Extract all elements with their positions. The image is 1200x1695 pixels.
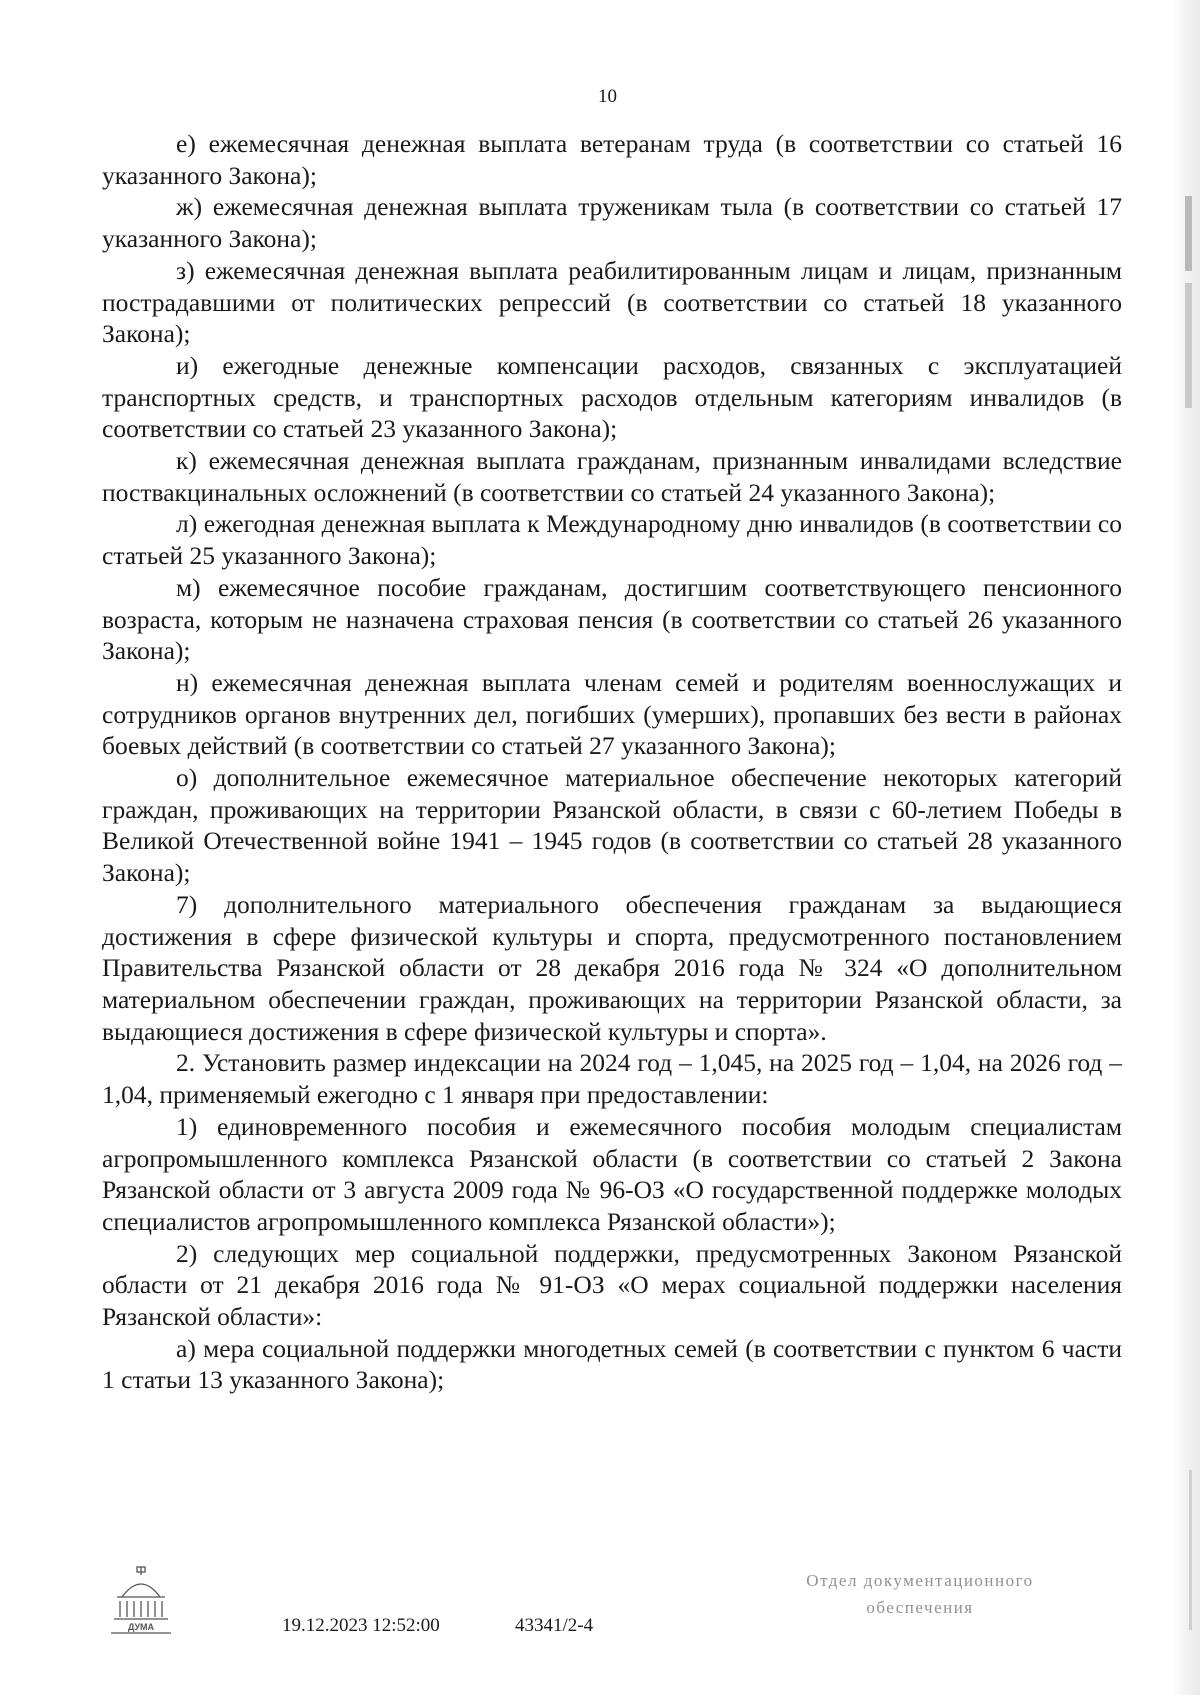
scan-edge [1172,0,1200,1695]
document-body [102,128,1122,1396]
paragraph-item-n: н) ежемесячная денежная выплата членам семей и родителям военнослужащих и сотрудников органов внутренних дел, погибших (умерших), пропавших без вести в районах боевых действий (в соответствии со статьей 27 указанного Закона); [102,667,1122,761]
paragraph-item-k: к) ежемесячная денежная выплата гражданам, признанным инвалидами вследствие поствакцинальных осложнений (в соответствии со статьей 24 указанного Закона); [102,446,1122,507]
paragraph-item-zh: ж) ежемесячная денежная выплата труженикам тыла (в соответствии со статьей 17 указанного Закона); [102,192,1122,254]
footer-document-number: 43341/2-4 [515,1615,594,1636]
paragraph-item-2: 2) следующих мер социальной поддержки, предусмотренных Законом Рязанской области от 21 декабря 2016 года № 91-ОЗ «О мерах социальной поддержки населения Рязанской области»: [102,1238,1122,1332]
scan-artifact [1185,283,1192,408]
paragraph-item-o: о) дополнительное ежемесячное материальное обеспечение некоторых категорий граждан, проживающих на территории Рязанской области, в связи с 60-летием Победы в Великой Отечественной войне 1941 – 1945 годов (в соответствии со статьей 28 указанного Закона); [102,763,1122,888]
paragraph-item-z: з) ежемесячная денежная выплата реабилитированным лицам и лицам, признанным пострадавшими от политических репрессий (в соответствии со статьей 18 указанного Закона); [102,255,1122,349]
page-number: 10 [598,86,617,107]
paragraph-item-a: а) мера социальной поддержки многодетных семей (в соответствии с пунктом 6 части 1 статьи 13 указанного Закона); [102,1333,1122,1395]
paragraph-item-l: л) ежегодная денежная выплата к Международному дню инвалидов (в соответствии со статьей 25 указанного Закона); [102,509,1122,571]
paragraph-item-e: е) ежемесячная денежная выплата ветеранам труда (в соответствии со статьей 16 указанного Закона); [102,129,1122,190]
emblem-text: ДУМА [127,1622,155,1632]
paragraph-item-m: м) ежемесячное пособие гражданам, достигшим соответствующего пенсионного возраста, которым не назначена страховая пенсия (в соответствии со статьей 26 указанного Закона); [102,572,1122,666]
paragraph-item-1: 1) единовременного пособия и ежемесячного пособия молодым специалистам агропромышленного комплекса Рязанской области (в соответствии со статьей 2 Закона Рязанской области от 3 августа 2009 года № 96-ОЗ «О государственной поддержке молодых специалистов агропромышленного комплекса Рязанской области»); [102,1111,1122,1236]
scan-artifact [1189,1470,1192,1630]
stamp-line-2: обеспечения [866,1598,974,1617]
duma-emblem-icon [108,1565,174,1637]
department-stamp [775,1567,1065,1621]
paragraph-section-2: 2. Установить размер индексации на 2024 год – 1,045, на 2025 год – 1,04, на 2026 год – 1,04, применяемый ежегодно с 1 января при предоставлении: [102,1048,1122,1110]
paragraph-item-7: 7) дополнительного материального обеспечения гражданам за выдающиеся достижения в сфере физической культуры и спорта, предусмотренного постановлением Правительства Рязанской области от 28 декабря 2016 года № 324 «О дополнительном материальном обеспечении граждан, проживающих на территории Рязанской области, за выдающиеся достижения в сфере физической культуры и спорта». [102,889,1122,1046]
scan-artifact [1185,196,1192,271]
footer-timestamp: 19.12.2023 12:52:00 [282,1615,440,1636]
paragraph-item-i: и) ежегодные денежные компенсации расходов, связанных с эксплуатацией транспортных средств, и транспортных расходов отдельным категориям инвалидов (в соответствии со статьей 23 указанного Закона); [102,350,1122,444]
stamp-line-1: Отдел документационного [806,1571,1034,1590]
